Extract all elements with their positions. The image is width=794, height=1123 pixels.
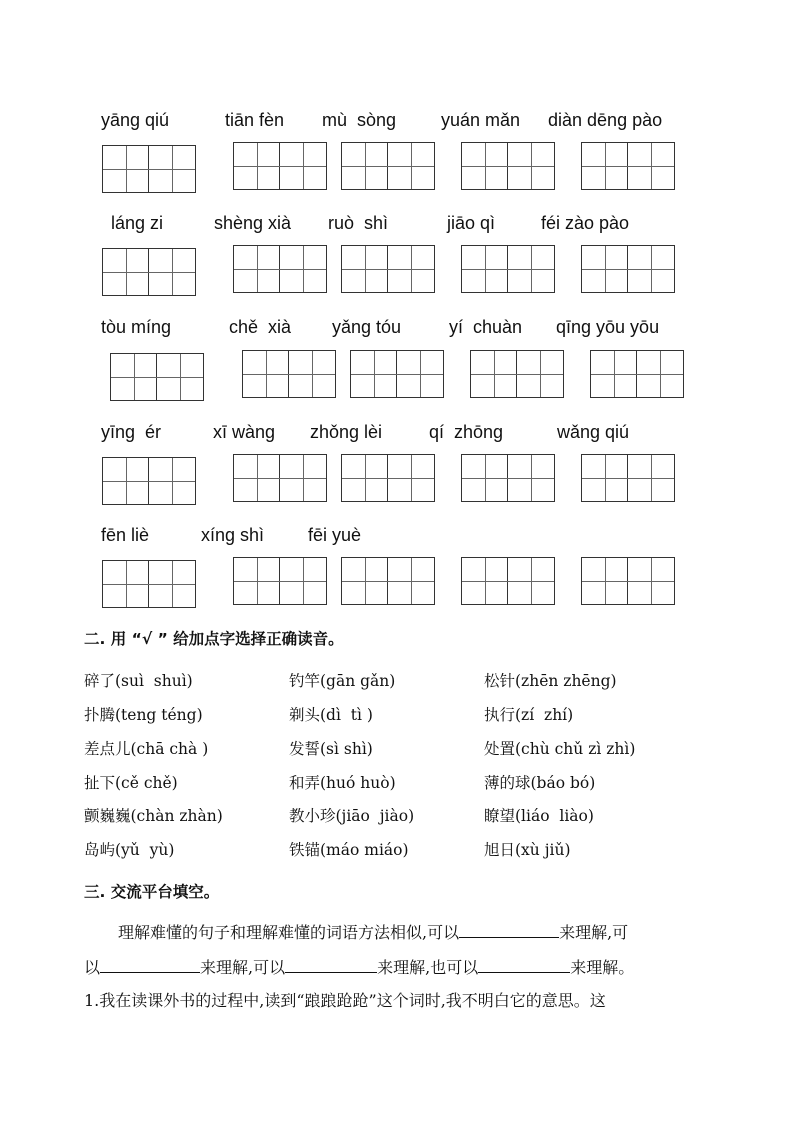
- paragraph-text: 来理解。: [570, 958, 635, 977]
- reading-item: 扯下(cě chě): [84, 774, 178, 792]
- reading-item: 薄的球(báo bó): [484, 774, 596, 792]
- writing-grid[interactable]: [461, 245, 555, 293]
- reading-item: 处置(chù chǔ zì zhì): [484, 740, 636, 758]
- fill-blank[interactable]: [459, 921, 559, 938]
- fill-blank[interactable]: [478, 956, 570, 973]
- writing-grid[interactable]: [233, 245, 327, 293]
- writing-grid[interactable]: [341, 454, 435, 502]
- pinyin-label: jiāo qì: [447, 213, 496, 233]
- pinyin-label: diàn dēng pào: [548, 110, 663, 130]
- writing-grid[interactable]: [470, 350, 564, 398]
- reading-item: 扑腾(teng téng): [84, 706, 203, 724]
- pinyin-label: xī wàng: [213, 422, 276, 442]
- pinyin-label: tiān fèn: [225, 110, 285, 130]
- fill-blank[interactable]: [100, 956, 200, 973]
- reading-item: 发誓(sì shì): [289, 740, 373, 758]
- writing-grid[interactable]: [461, 454, 555, 502]
- pinyin-label: yí chuàn: [449, 317, 523, 337]
- writing-grid[interactable]: [102, 560, 196, 608]
- writing-grid[interactable]: [461, 142, 555, 190]
- writing-grid[interactable]: [110, 353, 204, 401]
- pinyin-label: shèng xià: [214, 213, 292, 233]
- writing-grid[interactable]: [102, 457, 196, 505]
- pinyin-label: láng zi: [111, 213, 164, 233]
- pinyin-label: qí zhōng: [429, 422, 504, 442]
- reading-item: 松针(zhēn zhēng): [484, 672, 617, 690]
- paragraph-text: 以: [84, 958, 101, 977]
- reading-item: 铁锚(máo miáo): [289, 841, 409, 859]
- section-title: 二. 用 “√ ” 给加点字选择正确读音。: [84, 630, 344, 648]
- writing-grid[interactable]: [581, 142, 675, 190]
- pinyin-label: fēn liè: [101, 525, 150, 545]
- writing-grid[interactable]: [102, 248, 196, 296]
- writing-grid[interactable]: [581, 557, 675, 605]
- paragraph-text: 来理解,也可以: [377, 958, 479, 977]
- reading-item: 碎了(suì shuì): [84, 672, 193, 690]
- reading-item: 瞭望(liáo liào): [484, 807, 594, 825]
- writing-grid[interactable]: [461, 557, 555, 605]
- pinyin-label: fēi yuè: [308, 525, 362, 545]
- writing-grid[interactable]: [233, 557, 327, 605]
- writing-grid[interactable]: [341, 557, 435, 605]
- paragraph-text: 来理解,可以: [200, 958, 286, 977]
- pinyin-label: yāng qiú: [101, 110, 170, 130]
- paragraph-text: 理解难懂的句子和理解难懂的词语方法相似,可以: [118, 923, 460, 942]
- paragraph-text: 来理解,可: [559, 923, 629, 942]
- pinyin-label: zhǒng lèi: [310, 422, 383, 442]
- pinyin-label: tòu míng: [101, 317, 172, 337]
- pinyin-label: féi zào pào: [541, 213, 630, 233]
- writing-grid[interactable]: [341, 142, 435, 190]
- writing-grid[interactable]: [233, 454, 327, 502]
- pinyin-label: xíng shì: [201, 525, 265, 545]
- reading-item: 旭日(xù jiǔ): [484, 841, 571, 859]
- pinyin-label: ruò shì: [328, 213, 389, 233]
- reading-item: 岛屿(yǔ yù): [84, 841, 175, 859]
- reading-item: 差点儿(chā chà ): [84, 740, 209, 758]
- writing-grid[interactable]: [350, 350, 444, 398]
- reading-item: 执行(zí zhí): [484, 706, 574, 724]
- pinyin-label: yīng ér: [101, 422, 162, 442]
- pinyin-label: yǎng tóu: [332, 317, 402, 337]
- reading-item: 剃头(dì tì ): [289, 706, 373, 724]
- reading-item: 颤巍巍(chàn zhàn): [84, 807, 223, 825]
- writing-grid[interactable]: [242, 350, 336, 398]
- reading-item: 教小珍(jiāo jiào): [289, 807, 415, 825]
- pinyin-label: wǎng qiú: [557, 422, 630, 442]
- pinyin-label: mù sòng: [322, 110, 397, 130]
- pinyin-label: qīng yōu yōu: [556, 317, 660, 337]
- writing-grid[interactable]: [590, 350, 684, 398]
- fill-blank[interactable]: [285, 956, 377, 973]
- section-title: 三. 交流平台填空。: [84, 883, 220, 901]
- writing-grid[interactable]: [581, 454, 675, 502]
- paragraph-line: [84, 955, 634, 978]
- pinyin-label: yuán mǎn: [441, 110, 521, 130]
- pinyin-label: chě xià: [229, 317, 292, 337]
- reading-item: 钓竿(gān gǎn): [289, 672, 396, 690]
- writing-grid[interactable]: [581, 245, 675, 293]
- question-text: 1.我在读课外书的过程中,读到“踉踉跄跄”这个词时,我不明白它的意思。这: [84, 991, 606, 1010]
- writing-grid[interactable]: [341, 245, 435, 293]
- paragraph-line: [118, 920, 628, 943]
- writing-grid[interactable]: [102, 145, 196, 193]
- writing-grid[interactable]: [233, 142, 327, 190]
- reading-item: 和弄(huó huò): [289, 774, 396, 792]
